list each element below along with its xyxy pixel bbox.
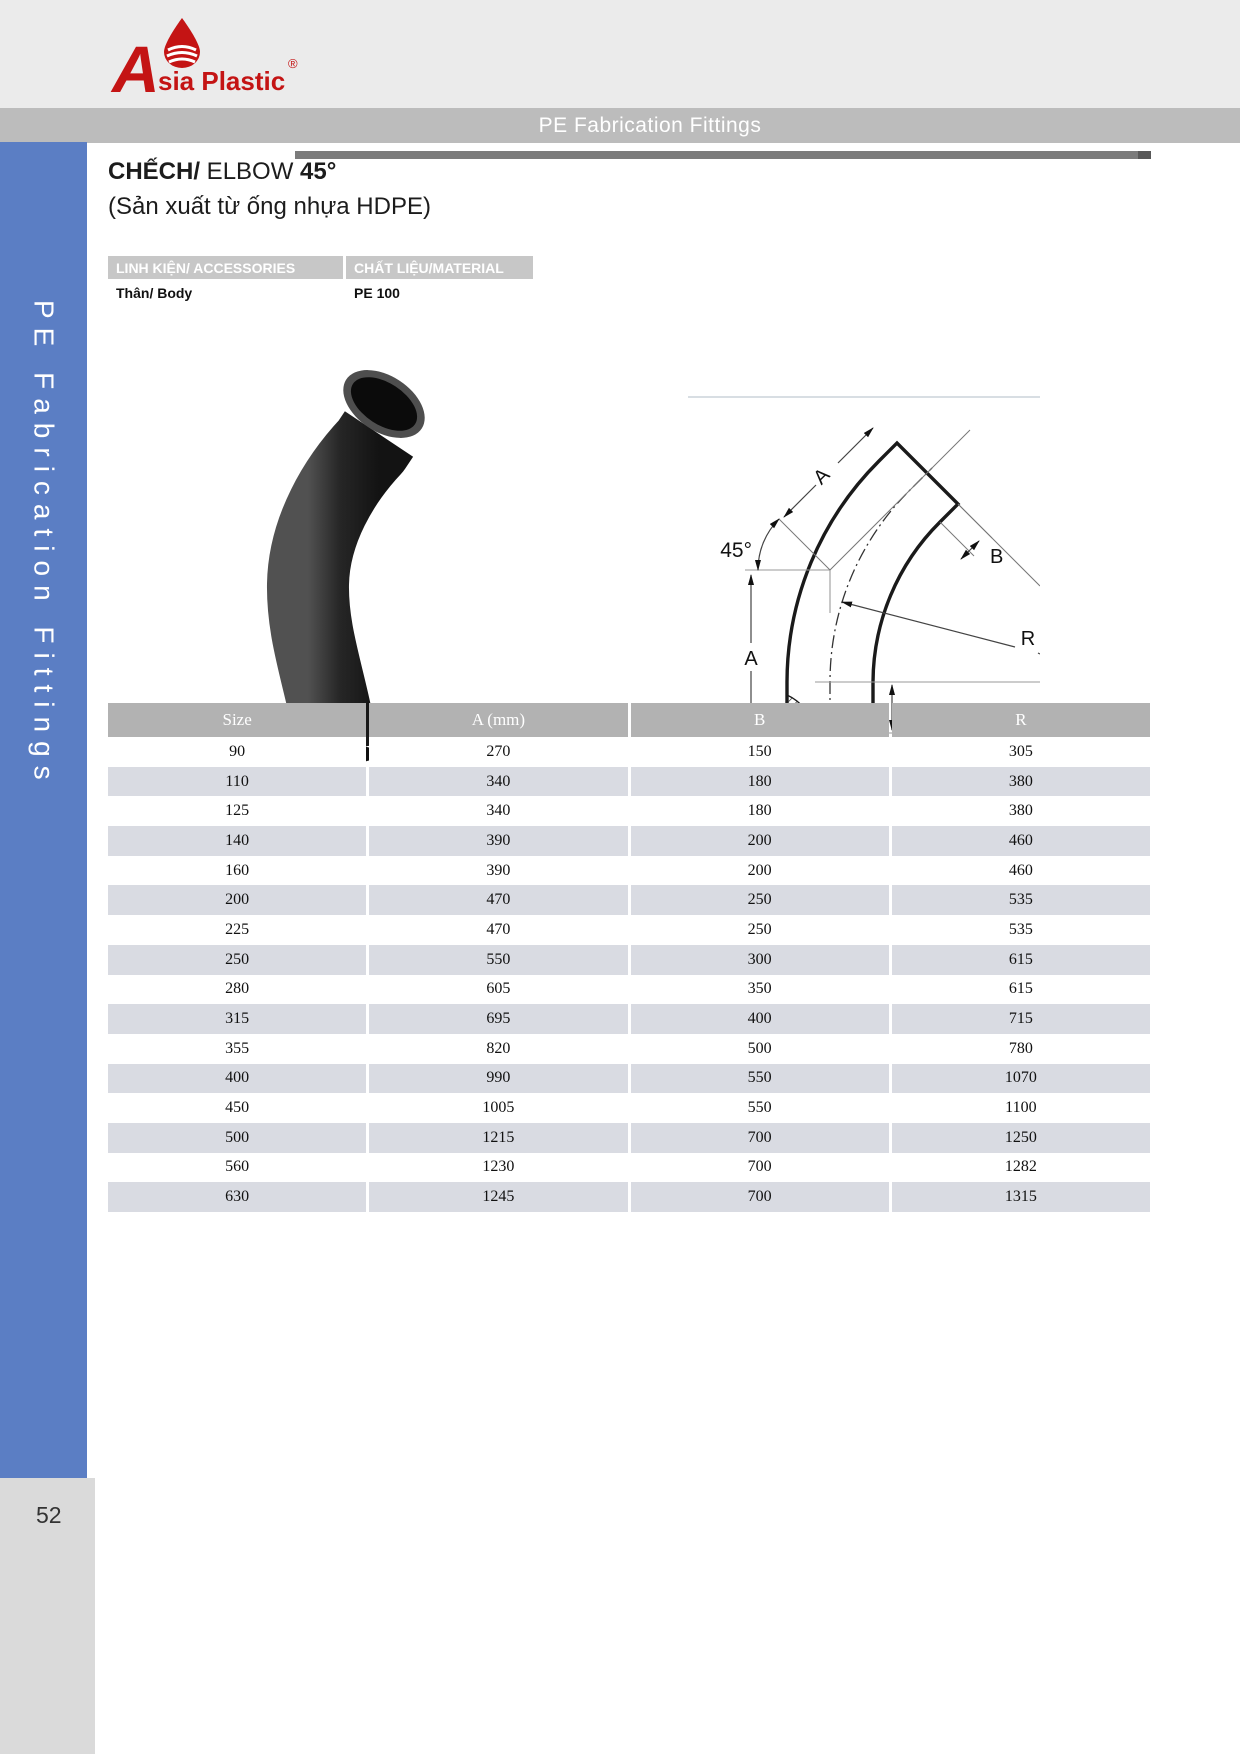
table-cell: 280 bbox=[108, 975, 366, 1005]
table-cell: 200 bbox=[631, 856, 889, 886]
table-cell: 250 bbox=[631, 885, 889, 915]
col-header-a: A (mm) bbox=[369, 703, 627, 737]
table-cell: 535 bbox=[892, 885, 1150, 915]
table-row bbox=[108, 1123, 1150, 1153]
table-cell: 200 bbox=[631, 826, 889, 856]
table-row bbox=[108, 1004, 1150, 1034]
product-name-en: ELBOW bbox=[200, 158, 301, 185]
table-row bbox=[108, 796, 1150, 826]
table-row bbox=[108, 915, 1150, 945]
product-name-vi: CHẾCH/ bbox=[108, 158, 201, 185]
table-cell: 615 bbox=[892, 975, 1150, 1005]
table-cell: 1070 bbox=[892, 1064, 1150, 1094]
table-cell: 340 bbox=[369, 767, 627, 797]
table-cell: 400 bbox=[108, 1064, 366, 1094]
table-row bbox=[108, 945, 1150, 975]
sidebar bbox=[0, 142, 87, 1478]
table-cell: 780 bbox=[892, 1034, 1150, 1064]
table-cell: 1315 bbox=[892, 1182, 1150, 1212]
table-cell: 605 bbox=[369, 975, 627, 1005]
accessories-col-header: LINH KIỆN/ ACCESSORIES bbox=[108, 256, 343, 279]
table-cell: 200 bbox=[108, 885, 366, 915]
page-number: 52 bbox=[36, 1502, 62, 1528]
table-cell: 180 bbox=[631, 796, 889, 826]
table-row bbox=[108, 1093, 1150, 1123]
table-cell: 340 bbox=[369, 796, 627, 826]
table-cell: 125 bbox=[108, 796, 366, 826]
table-cell: 315 bbox=[108, 1004, 366, 1034]
table-cell: 150 bbox=[631, 737, 889, 767]
dim-r-label: R bbox=[1020, 628, 1036, 650]
table-cell: 1005 bbox=[369, 1093, 627, 1123]
registered-mark: ® bbox=[288, 56, 298, 71]
table-cell: 400 bbox=[631, 1004, 889, 1034]
table-cell: 630 bbox=[108, 1182, 366, 1212]
col-header-r: R bbox=[892, 703, 1150, 737]
table-cell: 1282 bbox=[892, 1153, 1150, 1183]
accessories-table-header bbox=[108, 256, 533, 279]
table-cell: 460 bbox=[892, 826, 1150, 856]
spec-table-body bbox=[108, 737, 1150, 1212]
table-cell: 550 bbox=[369, 945, 627, 975]
table-cell: 350 bbox=[631, 975, 889, 1005]
table-row bbox=[108, 767, 1150, 797]
table-cell: 380 bbox=[892, 796, 1150, 826]
table-cell: 270 bbox=[369, 737, 627, 767]
table-cell: 700 bbox=[631, 1123, 889, 1153]
table-cell: 550 bbox=[631, 1064, 889, 1094]
table-cell: 700 bbox=[631, 1182, 889, 1212]
pipe-centerline bbox=[830, 468, 932, 740]
table-cell: 1230 bbox=[369, 1153, 627, 1183]
table-cell: 470 bbox=[369, 885, 627, 915]
table-cell: 160 bbox=[108, 856, 366, 886]
spec-table bbox=[108, 703, 1150, 1212]
table-cell: 700 bbox=[631, 1153, 889, 1183]
table-row bbox=[108, 1064, 1150, 1094]
angle-label: 45° bbox=[720, 539, 752, 562]
table-row bbox=[108, 1034, 1150, 1064]
section-band bbox=[0, 108, 1240, 143]
table-cell: 550 bbox=[631, 1093, 889, 1123]
asia-plastic-logo bbox=[110, 8, 310, 106]
table-cell: 300 bbox=[631, 945, 889, 975]
table-cell: 560 bbox=[108, 1153, 366, 1183]
table-cell: 225 bbox=[108, 915, 366, 945]
product-title-block bbox=[108, 158, 431, 221]
table-cell: 380 bbox=[892, 767, 1150, 797]
section-band-title: PE Fabrication Fittings bbox=[538, 113, 762, 137]
table-cell: 250 bbox=[108, 945, 366, 975]
table-cell: 1250 bbox=[892, 1123, 1150, 1153]
dim-a-diagonal-label: A bbox=[809, 464, 835, 490]
table-cell: 990 bbox=[369, 1064, 627, 1094]
page-number-strip bbox=[0, 1478, 95, 1754]
accessory-material: PE 100 bbox=[354, 285, 400, 301]
table-cell: 615 bbox=[892, 945, 1150, 975]
table-cell: 470 bbox=[369, 915, 627, 945]
table-cell: 390 bbox=[369, 826, 627, 856]
table-cell: 390 bbox=[369, 856, 627, 886]
table-cell: 1215 bbox=[369, 1123, 627, 1153]
table-row bbox=[108, 826, 1150, 856]
table-row bbox=[108, 737, 1150, 767]
rule-end-cap bbox=[1138, 151, 1151, 159]
table-cell: 820 bbox=[369, 1034, 627, 1064]
col-header-b: B bbox=[631, 703, 889, 737]
table-cell: 460 bbox=[892, 856, 1150, 886]
table-cell: 90 bbox=[108, 737, 366, 767]
table-cell: 535 bbox=[892, 915, 1150, 945]
table-row bbox=[108, 975, 1150, 1005]
table-cell: 695 bbox=[369, 1004, 627, 1034]
table-row bbox=[108, 1153, 1150, 1183]
elbow-outline bbox=[787, 443, 958, 733]
table-cell: 715 bbox=[892, 1004, 1150, 1034]
product-subtitle: (Sản xuất từ ống nhựa HDPE) bbox=[108, 193, 431, 220]
dim-a-vertical-label: A bbox=[744, 648, 758, 670]
table-cell: 110 bbox=[108, 767, 366, 797]
dimension-diagram bbox=[610, 345, 1040, 745]
sidebar-vertical-label: PE Fabrication Fittings bbox=[28, 300, 60, 789]
table-cell: 140 bbox=[108, 826, 366, 856]
table-cell: 500 bbox=[631, 1034, 889, 1064]
table-row bbox=[108, 1182, 1150, 1212]
product-title bbox=[108, 158, 431, 186]
material-col-header: CHẤT LIỆU/MATERIAL bbox=[346, 256, 533, 279]
dim-b-upper-label: B bbox=[990, 546, 1004, 568]
table-row bbox=[108, 856, 1150, 886]
table-cell: 500 bbox=[108, 1123, 366, 1153]
table-cell: 355 bbox=[108, 1034, 366, 1064]
table-cell: 250 bbox=[631, 915, 889, 945]
spec-table-header bbox=[108, 703, 1150, 737]
logo-brand-text: sia Plastic bbox=[158, 66, 286, 96]
water-drop-icon bbox=[164, 18, 200, 68]
product-angle: 45° bbox=[300, 158, 337, 185]
table-cell: 450 bbox=[108, 1093, 366, 1123]
table-cell: 1100 bbox=[892, 1093, 1150, 1123]
table-cell: 180 bbox=[631, 767, 889, 797]
table-row bbox=[108, 885, 1150, 915]
col-header-size: Size bbox=[108, 703, 366, 737]
table-cell: 305 bbox=[892, 737, 1150, 767]
accessory-part: Thân/ Body bbox=[116, 285, 193, 301]
logo-letter-a: A bbox=[112, 32, 160, 106]
accessories-table-row bbox=[108, 282, 533, 304]
table-cell: 1245 bbox=[369, 1182, 627, 1212]
